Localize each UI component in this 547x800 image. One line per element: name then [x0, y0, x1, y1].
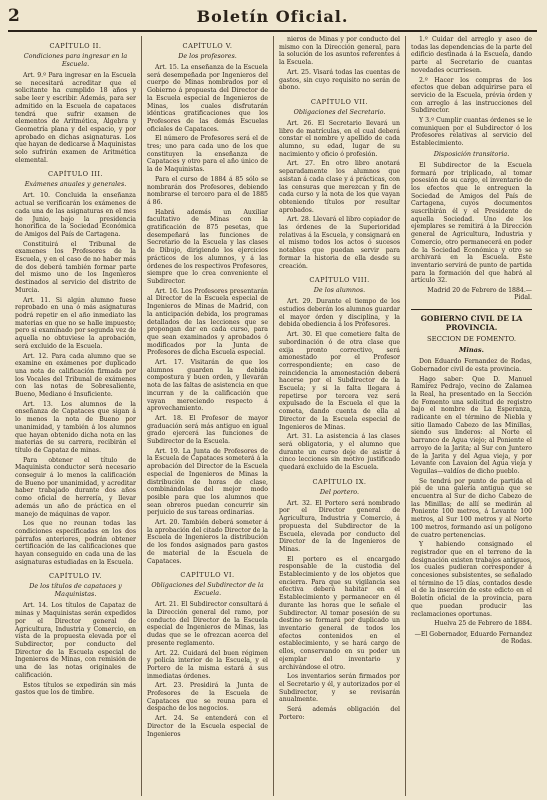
section-subheading: De los títulos de capataces y Maquinistas.: [29, 582, 122, 599]
section-label: Minas.: [459, 346, 484, 355]
paragraph: Art. 30. El que cometiere falta de subordinación ó de otra clase que exija pronto correctivo, será amonestado por el Profesor correspondiente; en caso de reincidencia la amonestación deberá hacerse por el Subdirector de la Escuela; y si la falta llegara á repetirse por tercera vez será expulsado de la Escuela el que la cometa, dando cuenta de ella al Director de la Escuela especial de Ingenieros de Minas.: [279, 331, 400, 431]
column-4: [405, 36, 537, 796]
section-subheading: Obligaciones del Secretario.: [293, 107, 386, 116]
column-3: [273, 36, 405, 796]
paragraph: Art. 11. Si algún alumno fuese reprobado en una ó más asignaturas podrá repetir en el año inmediato las materias en que no se halle impuesto; pero si examinado por segunda vez de aquella no obtuviese la aprobación, será excluido de la Escuela.: [15, 296, 136, 350]
paragraph: Art. 10. Concluida la enseñanza actual se verificarán los exámenes de cada una de las asignaturas en el mes de Junio, bajo la presidencia honorífica de la Sociedad Económica de Amigos del País de Cartagena.: [15, 192, 136, 238]
paragraph: Y 3.º Cumplir cuantas órdenes se le comuniquen por el Subdirector ó los Profesores relativas al servicio del Establecimiento.: [411, 117, 532, 148]
paragraph: Habrá además un Auxiliar facultativo de Minas con la gratificación de 875 pesetas, que desempeñará las funciones de Secretario de la Escuela y las clases de Dibujo, dirigiendo los ejercicios prácticos de los alumnos, y á las órdenes de los respectivos Profesores, siempre que lo crea conveniente el Subdirector.: [147, 208, 268, 285]
paragraph: Art. 9.º Para ingresar en la Escuela se necesitará acreditar que el solicitante ha cumplido 18 años y sabe leer y escribir. Además, para ser admitido en la Escuela de capataces tendrá que sufrir examen de elementos de Aritmética, Álgebra y Geometría plana y del espacio, y por aprobado en dichas asignaturas. Los que hayan de dedicarse á Maquinistas solo sufrirán examen de Aritmética elemental.: [15, 72, 136, 164]
chapter-heading: CAPÍTULO III.: [47, 170, 104, 179]
column-1: [10, 36, 141, 796]
chapter-heading: CAPÍTULO IX.: [312, 477, 367, 486]
paragraph: Para el curso de 1884 á 85 sólo se nombrarán dos Profesores, debiendo nombrarse el tercero para el de 1885 á 86.: [147, 175, 268, 206]
paragraph: El número de Profesores será el de tres; uno para cada uno de los que constituyen la enseñanza de Capataces y otro para el año único de la de Maquinistas.: [147, 135, 268, 174]
section-subheading: De los alumnos.: [313, 286, 366, 295]
section-subheading: Disposición transitoria.: [433, 149, 510, 158]
paragraph: nieros de Minas y por conducto del mismo con la Dirección general, para la solución de los asuntos referentes á la Escuela.: [279, 36, 400, 67]
paragraph: Los inventarios serán firmados por el Secretario y él, y autorizados por el Subdirector, y se revisarán anualmente.: [279, 673, 400, 704]
column-2: [141, 36, 273, 796]
page-header: [8, 6, 537, 28]
section-subheading: Obligaciones del Subdirector de la Escuela.: [151, 581, 264, 598]
paragraph: Art. 18. El Profesor de mayor graduación será más antiguo en igual grado ejercerá las funciones de Subdirector de la Escuela.: [147, 414, 268, 446]
paragraph: 2.º Hacer los compras de los efectos que deban adquirirse para el servicio de la Escuela, prévia órden y con arreglo á las instrucciones del Subdirector.: [411, 76, 532, 115]
section-subheading: Condiciones para ingresar en la Escuela.: [23, 52, 128, 68]
paragraph: Art. 25. Visará todas las cuentas de gastos, sin cuyo requisito no serán de abono.: [279, 68, 400, 92]
paragraph: Art. 14. Los títulos de Capataz de minas y Maquinistas serán expedidos por el Director general de Agricultura, Industria y Comercio, en vista de la propuesta elevada por el Subdirector, por conducto del Director de la Escuela especial de Ingenieros de Minas, con remisión de una de las notas originales de calificación.: [15, 602, 136, 679]
paragraph: Art. 15. La enseñanza de la Escuela será desempeñada por Ingenieros del cuerpo de Minas nombrados por el Gobierno á propuesta del Director de la Escuela especial de Ingenieros de Minas, los cuales disfrutarán idénticas gratificaciones que los Profesores de las demás Escuelas oficiales de Capataces.: [147, 64, 268, 133]
signature-line: —El Gobernador, Eduardo Fernandez de Rodas.: [414, 631, 532, 646]
page-number: 2: [8, 6, 20, 26]
chapter-heading: CAPÍTULO VI.: [180, 571, 235, 580]
paragraph: Art. 21. El Subdirector consultará á la Dirección general del ramo, por conducto del Director de la Escuela especial de Ingenieros de Minas, las dudas que se le ofrezcan acerca del presente reglamento.: [147, 601, 268, 647]
section-title: GOBIERNO CIVIL DE LA PROVINCIA.: [411, 309, 532, 332]
paragraph: Y habiendo consignado el registrador que en el terreno de la designación existen trabajos antiguos, los cuales pudieran corresponder á concesiones subsistentes, se señalado el término de 15 días, contados desde el de la inserción de este edicto en el Boletín oficial de la provincia, para que puedan producir las reclamaciones oportunas.: [411, 541, 532, 618]
paragraph: Art. 13. Los alumnos de la enseñanza de Capataces que sigan á lo menos la nota de Bueno por unanimidad, y también á los alumnos que hayan obtenido dicha nota en las materias de su carrera, recibirán el título de Capataz de minas.: [15, 400, 136, 454]
section-subtitle: SECCION DE FOMENTO.: [427, 335, 516, 344]
section-subheading: De los profesores.: [178, 52, 237, 60]
paragraph: Art. 22. Cuidará del buen régimen y policía interior de la Escuela, y el Portero de la misma estará á sus inmediatas órdenes.: [147, 649, 268, 680]
paragraph: Art. 27. En otro libro anotará separadamente los alumnos que asistan á cada clase y á prácticas, con las censuras que merezcan y fin de cada curso y la nota de los que vayan obteniendo títulos por resultar aprobados.: [279, 160, 400, 214]
paragraph: Don Eduardo Fernandez de Rodas, Gobernador civil de esta provincia.: [411, 358, 532, 373]
paragraph: El Subdirector de la Escuela formará por triplicado, al tomar posesión de su cargo, el inventario de los efectos que le entreguen la Sociedad de Amigos del País de Cartagena, cuyos documentos suscribirán él y el Presidente de aquella Sociedad. Uno de los ejemplares se remitirá á la Dirección general de Agricultura, Industria y Comercio, otro permanecerá en poder de la Sociedad Económica y otro se archivará en la Escuela. Este inventario servirá de punto de partida para la formación del que habrá al artículo 32.: [411, 161, 532, 285]
paragraph: Hago saber: Que D. Manuel Ramírez Pedrajo, vecino de Zalamea la Real, ha presentado en la Sección de Fomento una solicitud de registro bajo el nombre de La Esperanza, radicante en el término de Niebla y sitio llamado Cabezo de las Minillas, siendo sus linderos: al Norte el barranco de Agua viejo; al Poniente el arroyo de la Jarita; al Sur con Juntero de la Jarita y del Agua vieja, y por Levante con Lavaion del Agua vieja y Veguilas—valdíos de dicho pueblo.: [411, 375, 532, 475]
section-subheading: Exámenes anuales y generales.: [24, 180, 127, 189]
paragraph: Art. 17. Visitarán de que los alumnos guarden la debida compostura y buen orden, y llevarán nota de las faltas de asistencia en que incurran y de la calificación que vayan mereciendo respecto á aprovechamiento.: [147, 359, 268, 413]
chapter-heading: CAPÍTULO VIII.: [309, 276, 370, 285]
paragraph: Art. 16. Los Profesores presentarán al Director de la Escuela especial de Ingenieros de Minas de Madrid, con la anticipación debida, los programas detallados de las lecciones que se propongan dar en cada curso, para que sean examinados y aprobados ó modificados por la Junta de Profesores de dicha Escuela especial.: [147, 287, 268, 357]
paragraph: Art. 31. La asistencia á las clases será obligatoria, y el alumno que durante un curso deje de asistir á cinco lecciones sin motivo justificado quedará excluido de la Escuela.: [279, 433, 400, 472]
paragraph: Los que no reunan todas las condiciones especificadas en los dos párrafos anteriores, podrán obtener certificación de las calificaciones que hayan conseguido en cada una de las asignaturas estudiadas en la Escuela.: [15, 520, 136, 566]
column-4-bottom: [411, 309, 532, 645]
paragraph: Art. 19. La Junta de Profesores de la Escuela de Capataces someterá á la aprobación del Director de la Escuela especial de Ingenieros de Minas la distribución de horas de clase, combinándolas del mejor modo posible para que los alumnos que sean obreros puedan concurrir sin perjuicio de sus tareas ordinarias.: [147, 447, 268, 517]
paragraph: Estos títulos se expedirán sin más gastos que los de timbre.: [15, 681, 136, 697]
chapter-heading: CAPÍTULO VII.: [310, 97, 369, 106]
paragraph: Art. 26. El Secretario llevará un libro de matrículas, en el cual deberá constar el nombre y apellido de cada alumno, su edad, lugar de su nacimiento y oficio ó profesión.: [279, 119, 400, 158]
paragraph: Art. 28. Llevará el libro copiador de las órdenes de la Superioridad relativas á la Escuela, y consignará en el mismo todos los actos ó sucesos notables que puedan servir para formar la historia de ella desde su creación.: [279, 216, 400, 270]
paragraph: Art. 12. Para cada alumno que se examine en exámenes por duplicado una nota de calificación firmada por los Vocales del Tribunal de exámenes con las notas de Sobresaliente, Bueno, Mediano é Insuficiente.: [15, 352, 136, 399]
paragraph: Constituirá el Tribunal de examenes los Profesores de la Escuela, y en el caso de no haber más de dos deberá también formar parte del mismo uno de los Ingenieros destinados al servicio del distrito de Murcia.: [15, 240, 136, 294]
paragraph: Se tendrá por punto de partida el pié de una galería antigua que se encuentra al Sur de dicho Cabezo de las Minillas; de allí se medirán al Poniente 100 metros, á Levante 100 metros, al Sur 100 metros y al Norte 100 metros, formando así un polígono de cuatro pertenencias.: [411, 477, 532, 539]
column-4-top: [411, 36, 532, 301]
date-line: Huelva 25 de Febrero de 1884.: [434, 620, 532, 628]
date-line: Madrid 20 de Febrero de 1884.—Pidal.: [427, 287, 532, 302]
paragraph: Art. 20. También deberá someter á la aprobación del citado Director de la Escuela de Ingenieros la distribución de los fondos asignados para gastos de material de la Escuela de Capataces.: [147, 519, 268, 565]
paragraph: 1.º Cuidar del arreglo y aseo de todas las dependencias de la parte del edificio destinada á la Escuela, dando parte al Secretario de cuantas novedades ocurriesen.: [411, 36, 532, 74]
paragraph: Art. 32. El Portero será nombrado por el Director general de Agricultura, Industria y Comercio, á propuesta del Subdirector de la Escuela, elevada por conducto del Director de la de Ingenieros de Minas.: [279, 499, 400, 553]
chapter-heading: CAPÍTULO V.: [182, 42, 233, 50]
header-rule: [8, 30, 537, 32]
chapter-heading: CAPÍTULO II.: [49, 42, 102, 50]
paragraph: Art. 23. Presidirá la Junta de Profesores de la Escuela de Capataces que se reuna para el despacho de los negocios.: [147, 682, 268, 713]
section-subheading: Del portero.: [319, 487, 360, 496]
columns: [10, 36, 537, 796]
paragraph: Art. 29. Durante el tiempo de los estudios deberán los alumnos guardar el mayor órden y disciplina, y la debida obediencia á los Profesores.: [279, 298, 400, 329]
paragraph: Para obtener el título de Maquinista conductor será necesario conseguir á lo menos la calificación de Bueno por unanimidad, y acreditar haber trabajado durante dos años como oficial de herrería, y llevar además un año de práctica en el manejo de máquinas de vapor.: [15, 456, 136, 518]
chapter-heading: CAPÍTULO IV.: [49, 572, 102, 581]
paragraph: El portero es el encargado responsable de la custodia del Establecimiento y de los objetos que encierra. Para que su vigilancia sea efectiva deberá habitar en el Establecimiento y permanecer en él durante las horas que le señale el Subdirector. Al tomar posesión de su destino se formará por duplicado un inventario general de todos los efectos contenidos en el establecimiento, y se hará cargo de ellos, conservando en su poder un ejemplar del inventario y archivándose el otro.: [279, 555, 400, 671]
paragraph: Art. 24. Se entenderá con el Director de la Escuela especial de Ingenieros: [147, 715, 268, 738]
page-title: Boletín Oficial.: [196, 7, 349, 26]
paragraph: Será además obligación del Portero:: [279, 706, 400, 721]
